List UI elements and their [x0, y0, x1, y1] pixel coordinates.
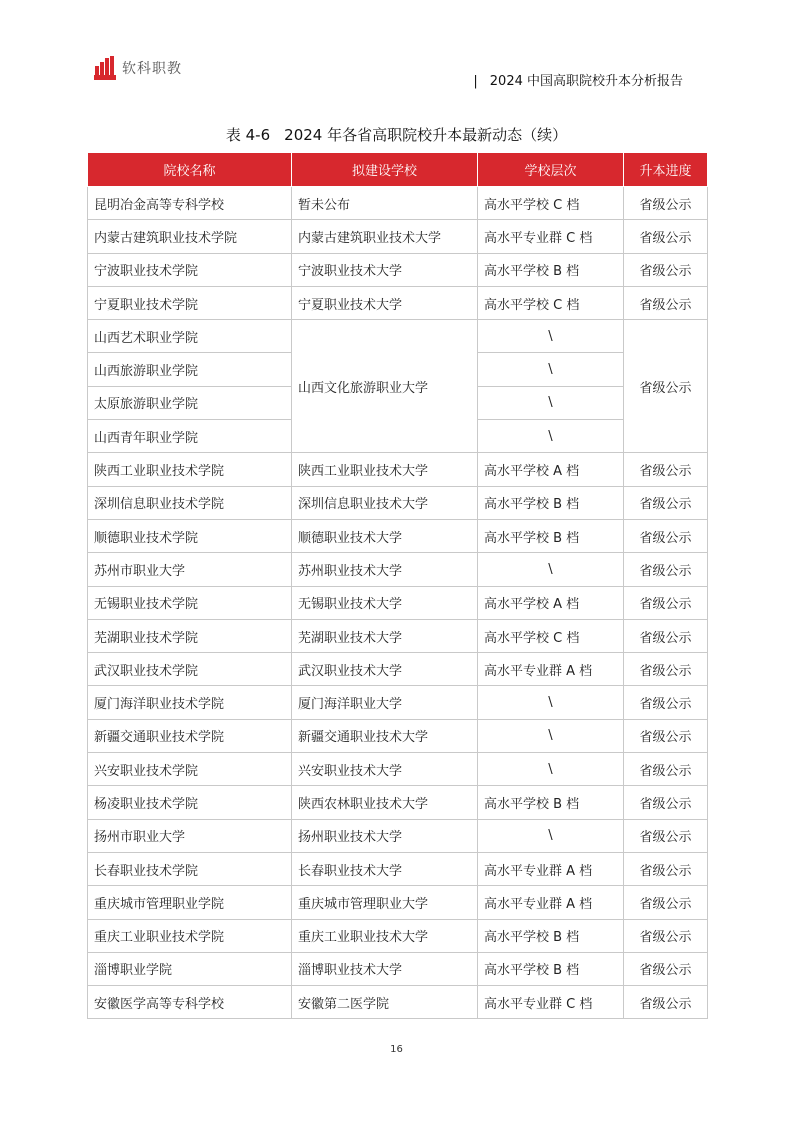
- progress-cell: 省级公示: [624, 952, 708, 985]
- institution-cell: 宁夏职业技术学院: [88, 286, 292, 319]
- report-title-text: 2024 中国高职院校升本分析报告: [489, 74, 683, 89]
- progress-cell: 省级公示: [624, 886, 708, 919]
- table-row: [88, 886, 708, 919]
- table-row: [88, 453, 708, 486]
- table-row: [88, 486, 708, 519]
- progress-cell: 省级公示: [624, 753, 708, 786]
- institution-cell: 杨凌职业技术学院: [88, 786, 292, 819]
- table-row: [88, 919, 708, 952]
- table-row: [88, 253, 708, 286]
- school-level-cell: \: [478, 719, 624, 752]
- progress-cell: 省级公示: [624, 486, 708, 519]
- institution-cell: 兴安职业技术学院: [88, 753, 292, 786]
- progress-cell: 省级公示: [624, 253, 708, 286]
- table-caption-text: 2024 年各省高职院校升本最新动态（续）: [284, 126, 568, 144]
- institution-cell: 重庆城市管理职业学院: [88, 886, 292, 919]
- school-level-cell: 高水平学校 C 档: [478, 187, 624, 220]
- planned-university-cell: 扬州职业技术大学: [292, 819, 478, 852]
- institution-cell: 内蒙古建筑职业技术学院: [88, 220, 292, 253]
- progress-cell: 省级公示: [624, 719, 708, 752]
- table-row: [88, 786, 708, 819]
- institution-cell: 山西旅游职业学院: [88, 353, 292, 386]
- progress-cell: 省级公示: [624, 553, 708, 586]
- school-level-cell: \: [478, 686, 624, 719]
- planned-university-cell: 长春职业技术大学: [292, 852, 478, 885]
- progress-cell: 省级公示: [624, 220, 708, 253]
- school-level-cell: 高水平专业群 C 档: [478, 220, 624, 253]
- institution-cell: 新疆交通职业技术学院: [88, 719, 292, 752]
- header-separator: |: [473, 74, 478, 89]
- column-header-planned-university: 拟建设学校: [292, 153, 478, 187]
- planned-university-cell: 陕西农林职业技术大学: [292, 786, 478, 819]
- progress-cell: 省级公示: [624, 619, 708, 652]
- institution-cell: 安徽医学高等专科学校: [88, 986, 292, 1019]
- table-row: [88, 952, 708, 985]
- school-level-cell: 高水平学校 B 档: [478, 253, 624, 286]
- school-level-cell: 高水平专业群 A 档: [478, 886, 624, 919]
- brand-name: 软科职教: [122, 61, 182, 77]
- progress-cell: 省级公示: [624, 286, 708, 319]
- planned-university-cell: 安徽第二医学院: [292, 986, 478, 1019]
- institution-cell: 重庆工业职业技术学院: [88, 919, 292, 952]
- page-number: 16: [390, 1044, 403, 1055]
- school-level-cell: \: [478, 553, 624, 586]
- planned-university-cell: 深圳信息职业技术大学: [292, 486, 478, 519]
- progress-cell: 省级公示: [624, 986, 708, 1019]
- progress-cell: 省级公示: [624, 686, 708, 719]
- school-level-cell: 高水平学校 B 档: [478, 486, 624, 519]
- table-row: [88, 986, 708, 1019]
- table-row: [88, 653, 708, 686]
- table-row: [88, 220, 708, 253]
- institution-cell: 苏州市职业大学: [88, 553, 292, 586]
- planned-university-cell: 内蒙古建筑职业技术大学: [292, 220, 478, 253]
- planned-university-cell: 宁波职业技术大学: [292, 253, 478, 286]
- planned-university-cell: 兴安职业技术大学: [292, 753, 478, 786]
- progress-cell: 省级公示: [624, 320, 708, 453]
- institution-cell: 宁波职业技术学院: [88, 253, 292, 286]
- institution-cell: 山西艺术职业学院: [88, 320, 292, 353]
- planned-university-cell: 顺德职业技术大学: [292, 519, 478, 552]
- school-level-cell: 高水平专业群 A 档: [478, 852, 624, 885]
- planned-university-cell: 芜湖职业技术大学: [292, 619, 478, 652]
- progress-cell: 省级公示: [624, 586, 708, 619]
- column-header-school-level: 学校层次: [478, 153, 624, 187]
- progress-cell: 省级公示: [624, 919, 708, 952]
- institution-cell: 山西青年职业学院: [88, 420, 292, 453]
- planned-university-cell: 厦门海洋职业大学: [292, 686, 478, 719]
- table-row: [88, 686, 708, 719]
- planned-university-cell: 新疆交通职业技术大学: [292, 719, 478, 752]
- table-row: [88, 719, 708, 752]
- institution-cell: 昆明冶金高等专科学校: [88, 187, 292, 220]
- school-level-cell: \: [478, 819, 624, 852]
- school-level-cell: \: [478, 420, 624, 453]
- bar-chart-logo-icon: [94, 56, 116, 80]
- planned-university-cell: 重庆城市管理职业大学: [292, 886, 478, 919]
- institution-cell: 顺德职业技术学院: [88, 519, 292, 552]
- planned-university-cell: 暂未公布: [292, 187, 478, 220]
- table-caption-label: 表 4-6: [225, 126, 271, 144]
- school-level-cell: 高水平学校 C 档: [478, 619, 624, 652]
- report-title: [473, 70, 683, 89]
- planned-university-cell: 重庆工业职业技术大学: [292, 919, 478, 952]
- school-level-cell: 高水平学校 A 档: [478, 453, 624, 486]
- table-row: [88, 553, 708, 586]
- column-header-institution: 院校名称: [88, 153, 292, 187]
- school-level-cell: 高水平学校 B 档: [478, 919, 624, 952]
- school-level-cell: 高水平学校 B 档: [478, 786, 624, 819]
- institution-cell: 扬州市职业大学: [88, 819, 292, 852]
- institution-cell: 长春职业技术学院: [88, 852, 292, 885]
- school-level-cell: 高水平学校 A 档: [478, 586, 624, 619]
- school-level-cell: 高水平专业群 A 档: [478, 653, 624, 686]
- progress-cell: 省级公示: [624, 453, 708, 486]
- school-level-cell: \: [478, 320, 624, 353]
- table-caption: [0, 124, 793, 145]
- planned-university-cell: 淄博职业技术大学: [292, 952, 478, 985]
- table-row: [88, 586, 708, 619]
- column-header-progress: 升本进度: [624, 153, 708, 187]
- table-row: [88, 286, 708, 319]
- progress-cell: 省级公示: [624, 653, 708, 686]
- school-level-cell: 高水平专业群 C 档: [478, 986, 624, 1019]
- table-row: [88, 519, 708, 552]
- table-row: [88, 320, 708, 353]
- planned-university-cell: 山西文化旅游职业大学: [292, 320, 478, 453]
- school-level-cell: \: [478, 753, 624, 786]
- school-level-cell: 高水平学校 B 档: [478, 952, 624, 985]
- institution-cell: 淄博职业学院: [88, 952, 292, 985]
- institution-cell: 武汉职业技术学院: [88, 653, 292, 686]
- school-level-cell: \: [478, 353, 624, 386]
- table-row: [88, 753, 708, 786]
- school-level-cell: 高水平学校 C 档: [478, 286, 624, 319]
- progress-cell: 省级公示: [624, 819, 708, 852]
- school-level-cell: 高水平学校 B 档: [478, 519, 624, 552]
- progress-cell: 省级公示: [624, 852, 708, 885]
- institution-cell: 厦门海洋职业技术学院: [88, 686, 292, 719]
- planned-university-cell: 无锡职业技术大学: [292, 586, 478, 619]
- brand-logo: [94, 56, 182, 80]
- table-row: [88, 187, 708, 220]
- table-row: [88, 819, 708, 852]
- planned-university-cell: 武汉职业技术大学: [292, 653, 478, 686]
- table-row: [88, 852, 708, 885]
- institution-cell: 芜湖职业技术学院: [88, 619, 292, 652]
- progress-cell: 省级公示: [624, 786, 708, 819]
- progress-cell: 省级公示: [624, 187, 708, 220]
- planned-university-cell: 宁夏职业技术大学: [292, 286, 478, 319]
- upgrade-status-table: [87, 152, 708, 1019]
- school-level-cell: \: [478, 386, 624, 419]
- institution-cell: 无锡职业技术学院: [88, 586, 292, 619]
- progress-cell: 省级公示: [624, 519, 708, 552]
- institution-cell: 太原旅游职业学院: [88, 386, 292, 419]
- institution-cell: 深圳信息职业技术学院: [88, 486, 292, 519]
- table-row: [88, 619, 708, 652]
- institution-cell: 陕西工业职业技术学院: [88, 453, 292, 486]
- planned-university-cell: 苏州职业技术大学: [292, 553, 478, 586]
- planned-university-cell: 陕西工业职业技术大学: [292, 453, 478, 486]
- table-header-row: [88, 153, 708, 187]
